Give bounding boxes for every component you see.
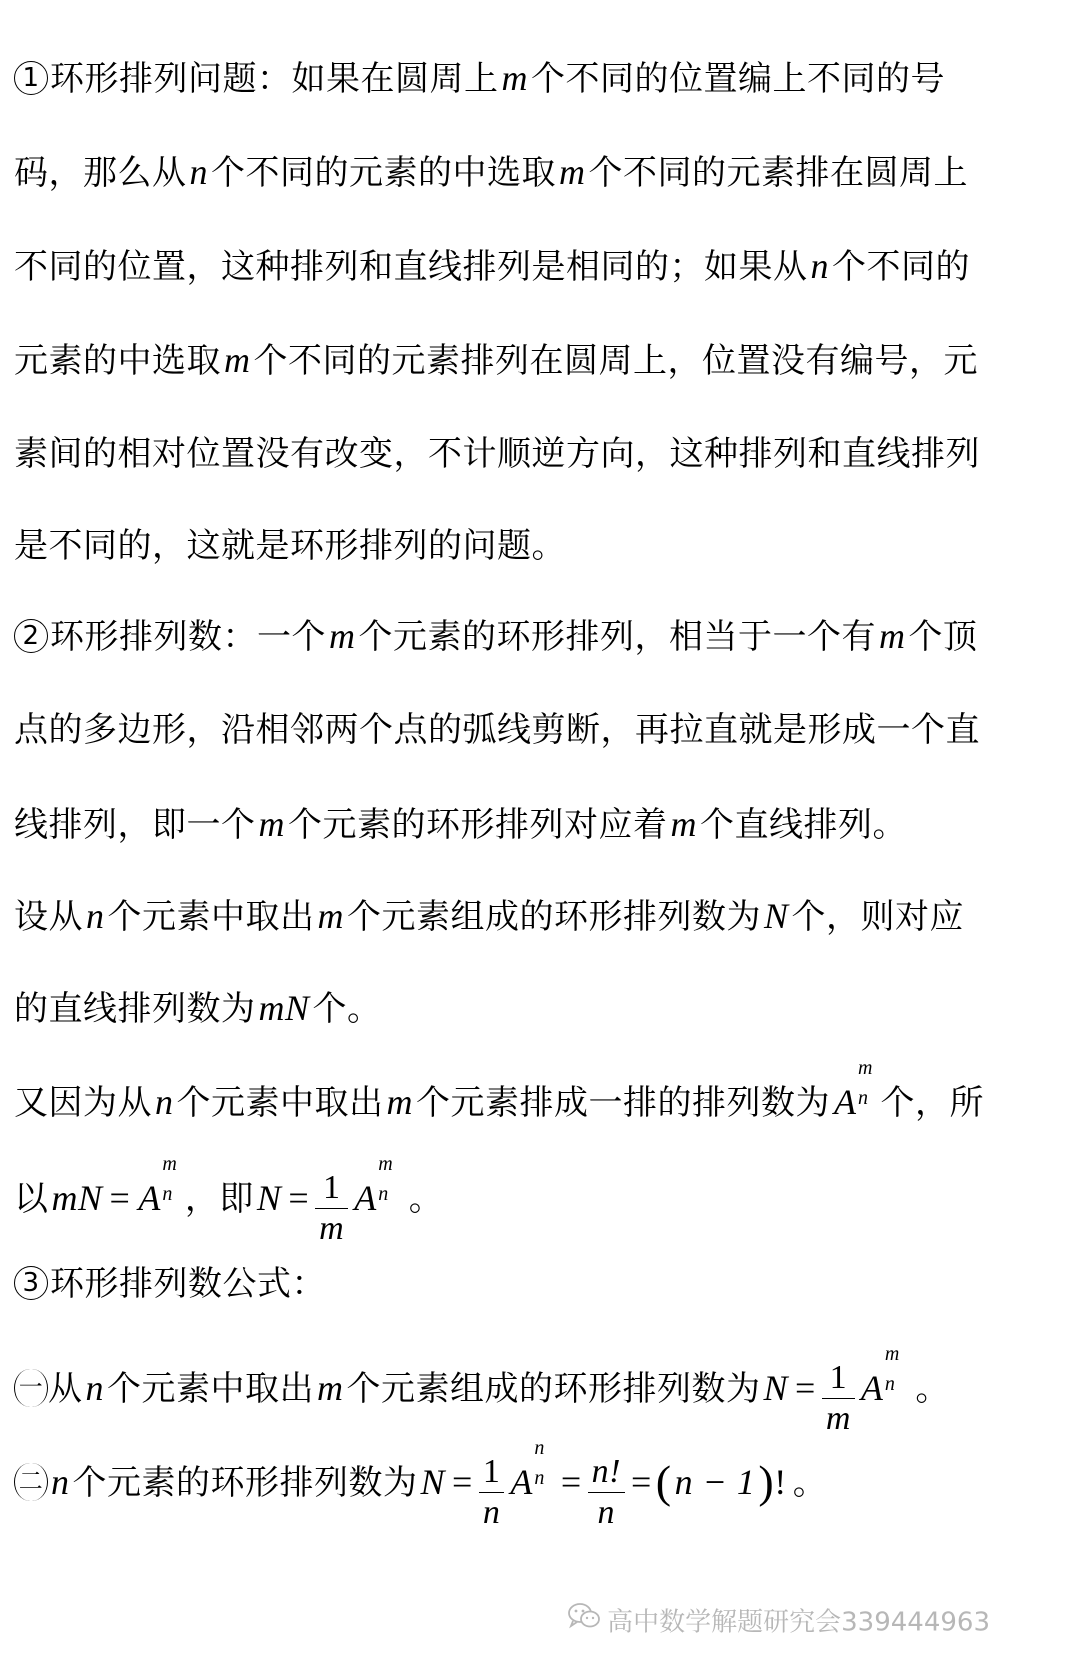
math-var-m: m: [670, 804, 697, 844]
text: 个元素组成的环形排列数为: [347, 897, 761, 937]
text: 个不同的元素排在圆周上: [588, 153, 968, 193]
math-var-m: m: [317, 1368, 344, 1408]
math-var-N: N: [764, 896, 789, 936]
text: 环形排列数：一个: [50, 617, 326, 657]
text: 个元素中取出: [107, 897, 315, 937]
text: 又因为从: [14, 1083, 152, 1123]
text: 个，则对应: [791, 897, 965, 937]
superscript: m: [162, 1153, 178, 1175]
p1-line-2: [14, 142, 968, 202]
subscript: n: [378, 1183, 389, 1205]
equals-sign: =: [109, 1178, 131, 1218]
math-expr-n-minus-1: n − 1: [674, 1462, 756, 1502]
math-permutation-A-n-m: A m n: [834, 1057, 873, 1122]
math-var-mN: mN: [51, 1178, 103, 1218]
math-permutation-A-n-m: A m n: [860, 1343, 900, 1408]
denominator: n: [482, 1494, 501, 1531]
text: 个直线排列。: [700, 805, 907, 845]
p1-line-6: [14, 516, 566, 576]
p2-line-1: [14, 606, 978, 666]
text: 个元素排成一排的排列数为: [416, 1083, 830, 1123]
p2-line-3: [14, 794, 907, 854]
math-permutation-A-n-m: A m n: [138, 1153, 178, 1218]
circled-number-3: 3: [14, 1266, 48, 1300]
text: 元素的中选取: [14, 341, 221, 381]
math-var-n: n: [810, 246, 829, 286]
text: 个，所: [880, 1083, 984, 1123]
math-var-N: N: [763, 1368, 789, 1408]
text: 个不同的位置编上不同的号: [531, 59, 945, 99]
math-var-n: n: [189, 152, 208, 192]
text: 个元素中取出: [107, 1369, 314, 1409]
text: 不同的位置，这种排列和直线排列是相同的；如果从: [14, 247, 808, 287]
text: 个不同的: [832, 247, 970, 287]
p2-line-2: [14, 700, 980, 760]
text: 以: [14, 1179, 49, 1219]
p1-line-5: [14, 424, 980, 484]
equals-sign: =: [630, 1462, 652, 1502]
text: 。: [915, 1369, 950, 1409]
text: 个元素的环形排列，相当于一个有: [358, 617, 876, 657]
math-var-N: N: [256, 1178, 282, 1218]
text: 。: [792, 1463, 828, 1503]
math-var-mN: mN: [258, 988, 310, 1028]
factorial-sign: !: [774, 1462, 787, 1502]
watermark: [567, 1604, 990, 1640]
equals-sign: =: [795, 1368, 816, 1408]
math-var-m: m: [559, 152, 586, 192]
denominator: m: [825, 1400, 851, 1437]
right-paren: ): [758, 1455, 775, 1507]
text: 素间的相对位置没有改变，不计顺逆方向，这种排列和直线排列: [14, 434, 980, 474]
text: 个顶: [908, 617, 978, 657]
math-var-N: N: [420, 1462, 446, 1502]
math-var-m: m: [258, 804, 285, 844]
text: 环形排列问题：如果在圆周上: [50, 59, 499, 99]
p1-line-3: [14, 236, 970, 296]
math-var-m: m: [224, 340, 251, 380]
left-paren: (: [655, 1455, 672, 1507]
subscript: n: [162, 1183, 173, 1205]
equals-sign: =: [288, 1178, 310, 1218]
superscript: m: [884, 1343, 900, 1365]
math-permutation-A-n-m: A m n: [354, 1153, 394, 1218]
text: 环形排列数公式：: [50, 1264, 326, 1304]
p1-line-4: [14, 330, 978, 390]
text: 是不同的，这就是环形排列的问题。: [14, 526, 566, 566]
superscript: m: [858, 1057, 873, 1079]
text: 码，那么从: [14, 153, 187, 193]
text: 从: [48, 1369, 83, 1409]
p4-line-2: [14, 1153, 444, 1247]
fraction-1-over-m: [315, 1168, 348, 1249]
fraction-1-over-m: [822, 1358, 855, 1439]
wechat-icon: [567, 1602, 601, 1640]
math-var-m: m: [329, 616, 356, 656]
text: 个元素组成的环形排列数为: [346, 1369, 761, 1409]
math-var-n: n: [155, 1082, 174, 1122]
text: 的直线排列数为: [14, 989, 256, 1029]
subscript: n: [858, 1087, 869, 1109]
circled-number-2: 2: [14, 619, 48, 653]
text: 线排列，即一个: [14, 805, 256, 845]
equals-sign: =: [452, 1462, 473, 1502]
text: 个。: [312, 989, 382, 1029]
math-var-n: n: [86, 896, 105, 936]
circled-number-1: 1: [14, 61, 48, 95]
text: 设从: [14, 897, 83, 937]
p1-line-1: [14, 48, 945, 108]
fraction-nfact-over-n: [588, 1452, 625, 1533]
math-var-n: n: [85, 1368, 104, 1408]
text: 个元素中取出: [176, 1083, 384, 1123]
numerator: 1: [322, 1169, 341, 1206]
numerator: n!: [591, 1453, 621, 1490]
text: ，即: [184, 1179, 254, 1219]
math-var-m: m: [879, 616, 906, 656]
math-permutation-A-n-n: A n n: [510, 1437, 545, 1502]
subscript: n: [884, 1373, 896, 1395]
denominator: n: [597, 1494, 616, 1531]
math-var-m: m: [501, 58, 528, 98]
p5-item-2: [14, 1437, 828, 1531]
equals-sign: =: [560, 1462, 582, 1502]
text: 个不同的元素排列在圆周上，位置没有编号，元: [253, 341, 978, 381]
numerator: 1: [829, 1359, 848, 1396]
denominator: m: [319, 1210, 345, 1247]
text: 点的多边形，沿相邻两个点的弧线剪断，再拉直就是形成一个直: [14, 710, 980, 750]
math-var-m: m: [317, 896, 344, 936]
watermark-text: 高中数学解题研究会339444963: [607, 1607, 990, 1638]
parenthesized-number-1: 一: [14, 1369, 48, 1407]
parenthesized-number-2: 二: [14, 1463, 48, 1501]
fraction-1-over-n: [479, 1452, 505, 1533]
subscript: n: [534, 1467, 545, 1489]
superscript: m: [378, 1153, 394, 1175]
numerator: 1: [482, 1453, 501, 1490]
text: 。: [408, 1179, 444, 1219]
p3-line-1: [14, 886, 964, 946]
text: 个元素的环形排列对应着: [288, 805, 668, 845]
p3-line-2: [14, 978, 382, 1038]
text: 个不同的元素的中选取: [211, 153, 556, 193]
p4-line-1: [14, 1057, 984, 1132]
p5-item-1: [14, 1343, 950, 1437]
superscript: n: [534, 1437, 545, 1459]
math-var-n: n: [51, 1462, 70, 1502]
math-var-m: m: [386, 1082, 413, 1122]
p5-title: [14, 1254, 326, 1314]
text: 个元素的环形排列数为: [72, 1463, 418, 1503]
